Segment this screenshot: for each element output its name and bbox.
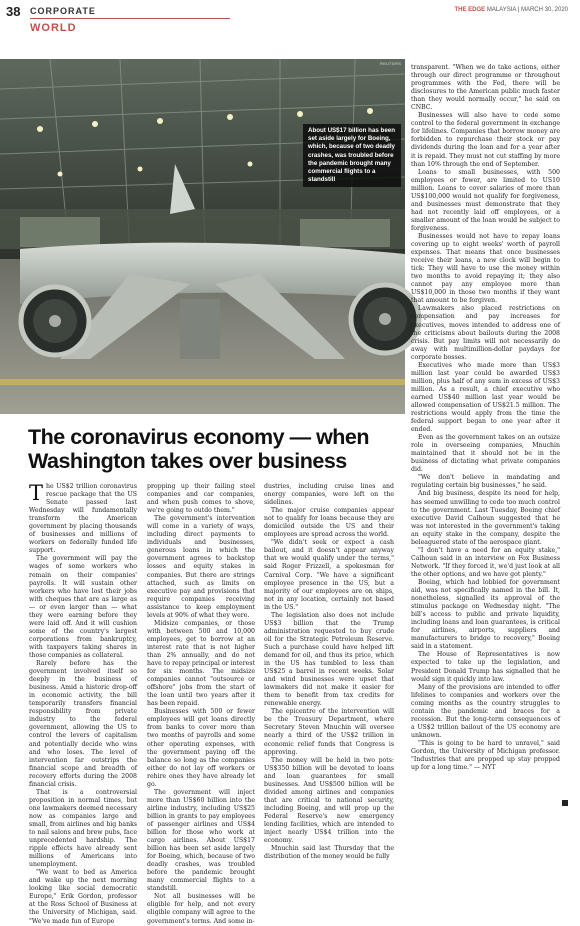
article-column-4 — [411, 64, 560, 772]
paragraph: Businesses with 500 or fewer employees will get loans directly from banks to cover more than two months of payrolls and some other operating expenses, with the government paying off the balance so long as the companies either do not lay off workers or rehire ones they have already let go. — [147, 708, 255, 788]
paragraph: The government will inject more than US$60 billion into the airline industry, including US$25 billion in grants to pay employees of passenger airlines and US$4 billion for those who work at cargo airlines. About US$17 billion has been set aside largely for Boeing, which, because of two deadly crashes, was troubled before the pandemic brought many commercial flights to a standstill. — [147, 788, 255, 893]
paragraph: Executives who made more than US$3 million last year could be awarded US$3 million, plus half of any sum in excess of US$3 million. As a result, a chief executive who earned US$40 million last year would be allowed compensation of US$21.5 million. The restrictions would apply from the time the federal support began to one year after it ended. — [411, 361, 560, 434]
paragraph: "We don't believe in mandating and regulating certain big businesses," he said. — [411, 474, 560, 490]
paragraph: Businesses will also have to cede some control to the federal government in exchange for lifelines. Companies that borrow money are forbidden to repurchase their stock or pay dividends during the loan and for a year after it is repaid. They must not cut staffing by more than 10% through the end of September. — [411, 112, 560, 168]
paragraph: Loans to small businesses, with 500 employees or fewer, are limited to US10 million. Loans to cover salaries of more than US$100,000 would not qualify for forgiveness, and businesses must demonstrate that they had not recently laid off employees, or a smaller amount of the loan would be subject to forgiveness. — [411, 168, 560, 232]
section-label: CORPORATE — [30, 6, 96, 16]
paragraph: transparent. "When we do take actions, either through our direct programme or throughout programmes with the Fed, there will be disclosures to the American public much faster than they would normally occur," he said on CNBC. — [411, 64, 560, 112]
paragraph: "We didn't seek or expect a cash bailout, and it doesn't appear anyway that we would qualify under the terms," said Roger Frizzell, a spokesman for Carnival Corp. "We have a significant employee presence in the US, but a majority of our employees are on ships, not in any location, certainly not based in the US." — [264, 539, 394, 611]
page-header — [0, 0, 580, 40]
photo-caption: About US$17 billion has been set aside largely for Boeing, which, because of two deadly crashes, was troubled before the pandemic brought many commercial flights to a standstill — [303, 124, 401, 187]
factory-floor-illustration — [0, 59, 405, 414]
paragraph: The money will be held in two pots: US$350 billion will be devoted to loans and loan guarantees for small businesses. And US$500 billion will be divided among airlines and companies that are critical to national security, including Boeing, and will prop up the Federal Reserve's new emergency lending facilities, which are intended to inject nearly US$4 trillion into the economy. — [264, 756, 394, 845]
masthead-date: MALAYSIA | MARCH 30, 2020 — [485, 7, 568, 13]
article-column-3 — [264, 483, 394, 861]
paragraph: Even as the government takes on an outsize role in overseeing companies, Mnuchin maintained that it should not be in the business of dictating what private companies did. — [411, 434, 560, 474]
article-column-1 — [29, 483, 137, 926]
paragraph: dustries, including cruise lines and energy companies, were left on the sidelines. — [264, 483, 394, 507]
photo-credit: REUTERS — [380, 61, 402, 66]
paragraph: The legislation also does not include US$3 billion that the Trump administration requested to buy crude oil for the Strategic Petroleum Reserve. Such a purchase could have helped lift demand for oil, and thus its price, which in the US has tumbled to less than US$25 a barrel in recent weeks. Solar and wind businesses were upset that lawmakers did not make it easier for them to benefit from tax credits for renewable energy. — [264, 611, 394, 708]
paragraph: Businesses would not have to repay loans covering up to eight weeks' worth of payroll expenses. That means that once businesses receive their loans, a new clock will begin to tick: They will have to use the money within two months to avoid repaying it; they also cannot pay any employee more than US$10,000 in those two months if they want that amount to be forgiven. — [411, 232, 560, 305]
paragraph: The major cruise companies appear not to qualify for loans because they are domiciled outside the US and their employees are spread across the world. — [264, 507, 394, 539]
paragraph: And big business, despite its need for help, has seemed unwilling to cede too much control to the government. Last Tuesday, Boeing chief executive David Calhoun suggested that he was not interested in the government's taking an equity stake in the company, despite the beleaguered state of the aerospace giant. — [411, 490, 560, 546]
paragraph: The US$2 trillion coronavirus rescue package that the US Senate passed last Wednesday will fundamentally transform the American government by placing thousands of businesses and millions of workers on federally funded life support. — [29, 481, 137, 555]
paragraph: propping up their failing steel companies and car companies, and when push comes to shove, we're going to outdo them." — [147, 483, 255, 515]
paragraph: Not all businesses will be eligible for help, and not every eligible company will agree to the government's terms. And some in- — [147, 893, 255, 925]
paragraph: Lawmakers also placed restrictions on compensation and pay increases for executives, moves intended to address one of the criticisms about bailouts during the 2008 crisis. But pay limits will not necessarily do away with multimillion-dollar paydays for corporate bosses. — [411, 305, 560, 361]
headline: The coronavirus economy — when Washington takes over business — [28, 425, 370, 473]
paragraph: "I don't have a need for an equity stake," Calhoun said in an interview on Fox Business Network. "If they forced it, we'd just look at all the other options, and we have got plenty." — [411, 546, 560, 578]
paragraph: "We want to bed as America and wake up the next morning looking like social democratic Europe," Erik Gordon, professor at the Ross School of Business at the University of Michigan, said. "We've made fun of Europe — [29, 869, 137, 925]
paragraph: Boeing, which had lobbied for government aid, was not specifically named in the bill. It, nonetheless, signalled its approval of the stimulus package on Wednesday night. "The bill's access to public and private liquidity, including loans and loan guarantees, is critical for airlines, airports, suppliers and manufacturers to bridge to recovery," Boeing said in a statement. — [411, 579, 560, 651]
drop-cap: T — [29, 481, 44, 505]
article-column-2 — [147, 483, 255, 926]
paragraph: Midsize companies, or those with between 500 and 10,000 employees, get to borrow at an interest rate that is not higher than 2% annually, and do not have to repay principal or interest for six months. The midsize companies cannot "outsource or offshore" jobs from the start of the loan until two years after it has been repaid. — [147, 619, 255, 708]
paragraph: The government's intervention will come in a variety of ways, including direct payments to individuals and businesses, generous loans in which the government agrees to backstop losses and equity stakes in companies. But there are strings attached, such as limits on executive pay and provisions that require companies receiving assistance to keep employment levels at 90% of what they were. — [147, 515, 255, 619]
paragraph: The House of Representatives is now expected to take up the legislation, and President Donald Trump has signalled that he would sign it quickly into law. — [411, 651, 560, 683]
page-number: 38 — [6, 4, 21, 19]
paragraph: The epicentre of the intervention will be the Treasury Department, where Secretary Steven Mnuchin will oversee nearly a third of the US$2 trillion in economic relief funds that Congress is approving. — [264, 708, 394, 756]
paragraph: That is a controversial proposition in normal times, but one lawmakers deemed necessary now as companies large and small, from airlines and big banks to nail salons and brew pubs, face unprecedented hardship. The ripple effects have already sent millions of Americans into unemployment. — [29, 788, 137, 869]
end-mark — [562, 800, 568, 806]
hero-photo — [0, 59, 405, 414]
subsection-label: WORLD — [30, 22, 77, 34]
paragraph: Many of the provisions are intended to offer lifelines to companies and workers over the coming months as the country struggles to contain the pandemic and braces for a recession. But the long-term consequences of a US$2 trillion bailout of the US economy are unknown. — [411, 683, 560, 739]
paragraph: Mnuchin said last Thursday that the distribution of the money would be fully — [264, 845, 394, 861]
section-divider — [30, 18, 230, 19]
paragraph: The government will pay the wages of some workers who remain on their companies' payrolls. It will sustain other workers who have lost their jobs with cheques that are as large as — or even larger than — what they were earning before they were laid off. And it will cushion some of the country's largest corporations from bankruptcy, with taxpayers taking shares in those companies as collateral. — [29, 555, 137, 659]
paragraph: "This is going to be hard to unravel," said Gordon, the University of Michigan professor. "Industries that are propped up stay propped up for a long time." — NYT — [411, 739, 560, 772]
masthead — [455, 7, 569, 13]
masthead-brand: THE EDGE — [454, 7, 486, 13]
paragraph: Rarely before has the government involved itself so deeply in the business of business. Amid a historic drop-off in economic activity, the bill temporarily transfers financial responsibility from private industry to the federal government, allowing the US to control the levers of capitalism and potentially decide who wins and who loses. The level of intervention far outstrips the financial scope and breadth of recovery efforts during the 2008 financial crisis. — [29, 660, 137, 788]
